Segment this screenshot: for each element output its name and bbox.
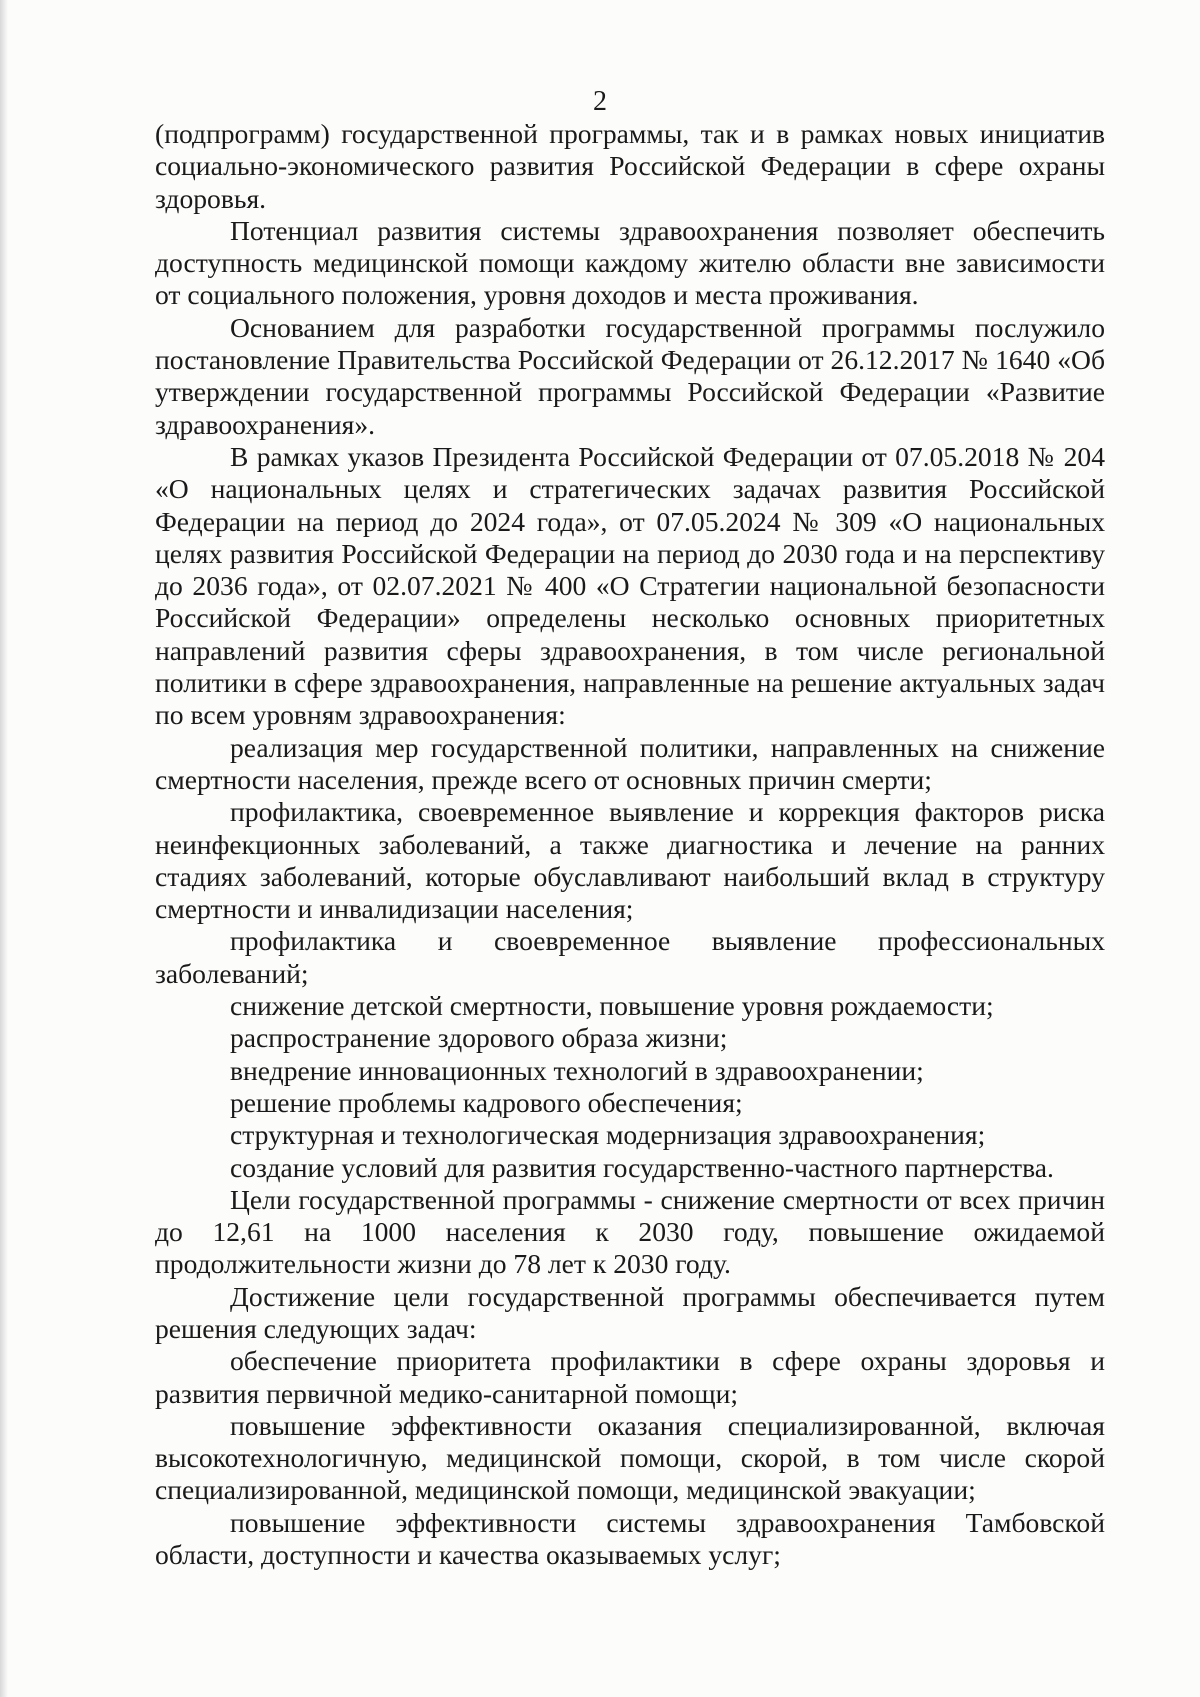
paragraph: Достижение цели государственной программы обеспечивается путем решения следующих задач: (155, 1280, 1105, 1344)
list-item: профилактика, своевременное выявление и коррекция факторов риска неинфекционных заболеваний, а также диагностика и лечение на ранних стадиях заболеваний, которые обуславливают наибольший вклад в структуру смертности и инвалидизации населения; (155, 796, 1105, 925)
paragraph: Основанием для разработки государственной программы послужило постановление Правительства Российской Федерации от 26.12.2017 № 1640 «Об утверждении государственной программы Российской Федерации «Развитие здравоохранения». (155, 311, 1105, 440)
scan-edge-shadow (0, 0, 8, 1697)
list-item: реализация мер государственной политики, направленных на снижение смертности населения, прежде всего от основных причин смерти; (155, 731, 1105, 795)
list-item: решение проблемы кадрового обеспечения; (230, 1086, 743, 1118)
list-item: профилактика и своевременное выявление профессиональных заболеваний; (155, 925, 1105, 989)
list-item: распространение здорового образа жизни; (230, 1022, 728, 1054)
document-body (155, 118, 1105, 1571)
list-item: внедрение инновационных технологий в здравоохранении; (230, 1054, 924, 1086)
list-item: обеспечение приоритета профилактики в сфере охраны здоровья и развития первичной медико-санитарной помощи; (155, 1345, 1105, 1409)
list-item: повышение эффективности системы здравоохранения Тамбовской области, доступности и качества оказываемых услуг; (155, 1506, 1105, 1571)
paragraph: В рамках указов Президента Российской Федерации от 07.05.2018 № 204 «О национальных целях и стратегических задачах развития Российской Федерации на период до 2024 года», от 07.05.2024 № 309 «О национальных целях развития Российской Федерации на период до 2030 года и на перспективу до 2036 года», от 02.07.2021 № 400 «О Стратегии национальной безопасности Российской Федерации» определены несколько основных приоритетных направлений развития сферы здравоохранения, в том числе региональной политики в сфере здравоохранения, направленные на решение актуальных задач по всем уровням здравоохранения: (155, 440, 1105, 731)
list-item: структурная и технологическая модернизация здравоохранения; (230, 1119, 986, 1151)
list-item: создание условий для развития государственно-частного партнерства. (230, 1151, 1054, 1183)
page-number: 2 (593, 86, 607, 117)
paragraph: Потенциал развития системы здравоохранения позволяет обеспечить доступность медицинской помощи каждому жителю области вне зависимости от социального положения, уровня доходов и места проживания. (155, 214, 1105, 311)
paragraph: Цели государственной программы - снижение смертности от всех причин до 12,61 на 1000 населения к 2030 году, повышение ожидаемой продолжительности жизни до 78 лет к 2030 году. (155, 1183, 1105, 1280)
paragraph-continuation: (подпрограмм) государственной программы, так и в рамках новых инициатив социально-экономического развития Российской Федерации в сфере охраны здоровья. (155, 118, 1105, 214)
list-item: снижение детской смертности, повышение уровня рождаемости; (230, 990, 994, 1022)
list-item: повышение эффективности оказания специализированной, включая высокотехнологичную, медицинской помощи, скорой, в том числе скорой специализированной, медицинской помощи, медицинской эвакуации; (155, 1409, 1105, 1506)
